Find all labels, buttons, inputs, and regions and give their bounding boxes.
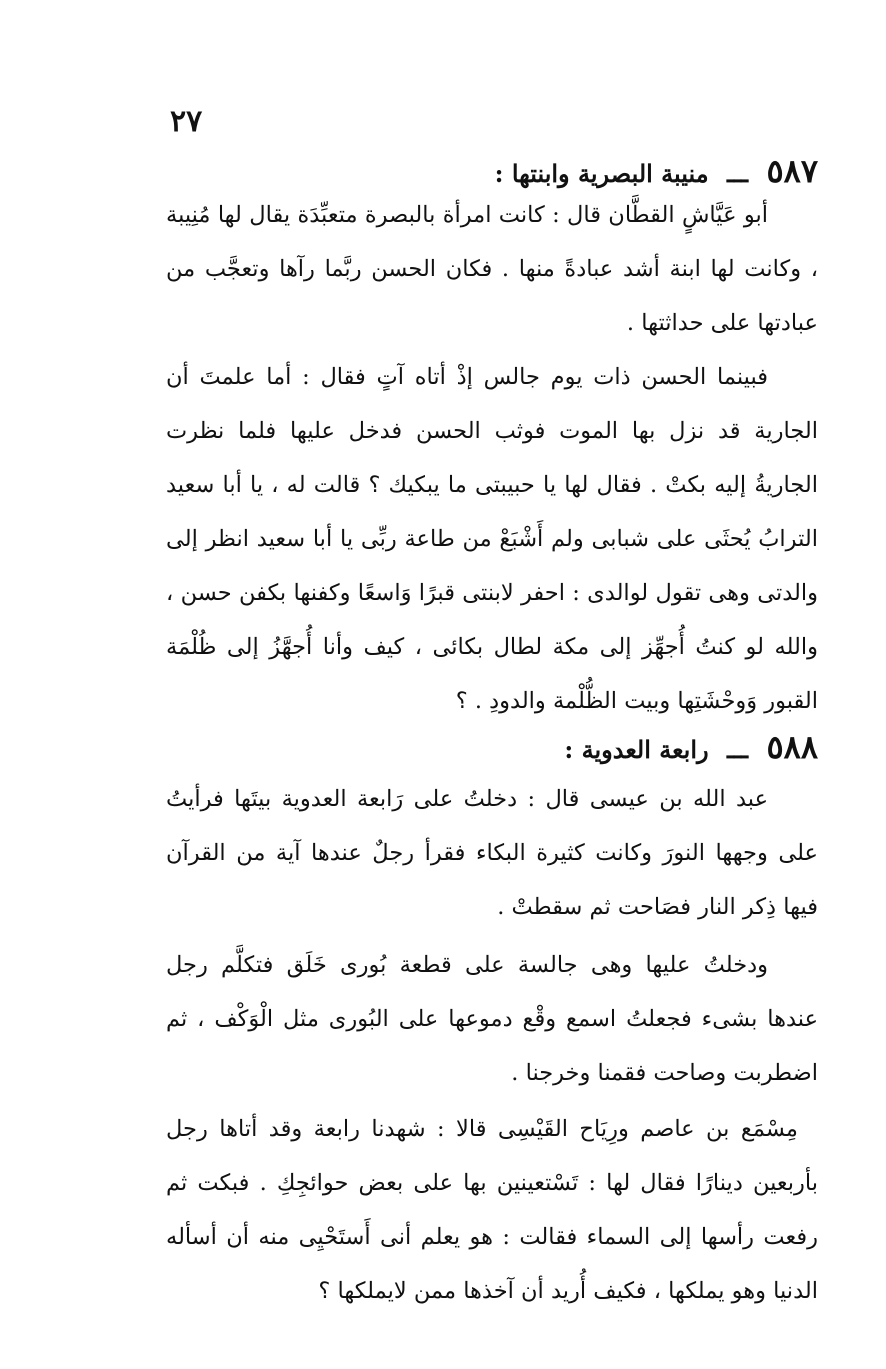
entry-dash: ـــ [726,159,749,188]
paragraph: عبد الله بن عيسى قال : دخلتُ على رَابعة العدوية بيتَها فرأيتُ على وجهها النورَ وكانت كثيرة البكاء فقرأ رجلٌ عندها آية من القرآن فيها ذِكر النار فصَاحت ثم سقطتْ . [166,786,818,920]
entry-title: رابعة العدوية : [564,735,709,764]
paragraph: ودخلتُ عليها وهى جالسة على قطعة بُورى خَلَق فتكلَّم رجل عندها بشىء فجعلتُ اسمع وقْع دموعها على البُورى مثل الْوَكْف ، ثم اضطربت وصاحت فقمنا وخرجنا . [166,952,818,1086]
entry-number: ٥٨٨ [766,728,818,766]
entry-heading-587 [495,152,818,190]
entry-dash: ـــ [726,735,749,764]
paragraph: مِسْمَع بن عاصم ورِيَاح القَيْسِى قالا : شهدنا رابعة وقد أتاها رجل بأربعين دينارًا فقال لها : تَسْتعينين بها على بعض حوائجِكِ . فبكت ثم رفعت رأسها إلى السماء فقالت : هو يعلم أنى أَستَحْيِى منه أن أسأله الدنيا وهو يملكها ، فكيف أُريد أن آخذها ممن لايملكها ؟ [166,1116,818,1304]
paragraph: أبو عَيَّاشٍ القطَّان قال : كانت امرأة بالبصرة متعبِّدَة يقال لها مُنِيبة ، وكانت لها ابنة أشد عبادةً منها . فكان الحسن ربَّما رآها وتعجَّب من عبادتها على حداثتها . [166,202,818,336]
entry-number: ٥٨٧ [766,152,818,190]
entry-heading-588 [564,728,818,766]
entry-title: منيبة البصرية وابنتها : [494,159,709,188]
paragraph: فبينما الحسن ذات يوم جالس إذْ أتاه آتٍ فقال : أما علمتَ أن الجارية قد نزل بها الموت فوثب الحسن فدخل عليها فلما نظرت الجاريةُ إليه بكتْ . فقال لها يا حبيبتى ما يبكيك ؟ قالت له ، يا أبا سعيد الترابُ يُحثَى على شبابى ولم أَشْبَعْ من طاعة ربِّى يا أبا سعيد انظر إلى والدتى وهى تقول لوالدى : احفر لابنتى قبرًا وَاسعًا وكفنها بكفن حسن ، والله لو كنتُ أُجهِّز إلى مكة لطال بكائى ، كيف وأنا أُجهَّزُ إلى ظُلْمَة القبور وَوحْشَتِها وبيت الظُّلْمة والدودِ . ؟ [166,364,818,714]
page-number: ٢٧ [170,104,203,139]
